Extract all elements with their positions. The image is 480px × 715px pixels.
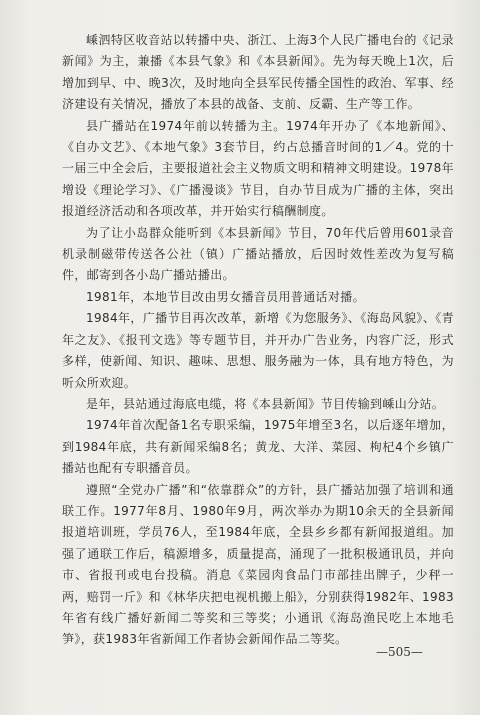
paragraph-4: 1981年，本地节目改由男女播音员用普通话对播。 (86, 289, 365, 304)
page-body (62, 30, 454, 651)
page-number: —505— (376, 645, 423, 659)
paragraph-2: 县广播站在1974年前以转播为主。1974年开办了《本地新闻》、《自办文艺》、《本地气象》3套节目，约占总播音时间的1／4。党的十一届三中全会后，主要报道社会主义物质文明和精神文明建设。1978年增设《理论学习》、《广播漫谈》节目，自办节目成为广播的主体，突出报道经济活动和各项改革，并开始实行稿酬制度。 (62, 118, 454, 219)
paragraph-1: 嵊泗特区收音站以转播中央、浙江、上海3个人民广播电台的《记录新闻》为主，兼播《本县气象》和《本县新闻》。先为每天晚上1次，后增加到早、中、晚3次，及时地向全县军民传播全国性的政治、军事、经济建设有关情况，播放了本县的战备、支前、反霸、生产等工作。 (62, 33, 454, 112)
paragraph-3: 为了让小岛群众能听到《本县新闻》节目，70年代后曾用601录音机录制磁带传送各公社（镇）广播站播放，后因时效性差改为复写稿件，邮寄到各小岛广播站播出。 (62, 225, 454, 283)
paragraph-6: 是年，县站通过海底电缆，将《本县新闻》节目传输到嵊山分站。 (86, 396, 445, 411)
paragraph-7: 1974年首次配备1名专职采编，1975年增至3名，以后逐年增加，到1984年底，共有新闻采编8名；黄龙、大洋、菜园、枸杞4个乡镇广播站也配有专职播音员。 (62, 418, 454, 476)
paragraph-8: 遵照“全党办广播”和“依靠群众”的方针，县广播站加强了培训和通联工作。1977年8月、1980年9月，两次举办为期10余天的全县新闻报道培训班，学员76人，至1984年底，全县乡乡都有新闻报道组。加强了通联工作后，稿源增多，质量提高，涌现了一批积极通讯员，并向市、省报刊或电台投稿。消息《菜园肉食品门市部挂出牌子，少秤一两，赔罚一斤》和《林华庆把电视机搬上船》，分别获得1982年、1983年省有线广播好新闻二等奖和三等奖；小通讯《海岛渔民吃上本地毛笋》，获1983年省新闻工作者协会新闻作品二等奖。 (62, 482, 454, 647)
paragraph-5: 1984年，广播节目再次改革，新增《为您服务》、《海岛风貌》、《青年之友》、《报刊文选》等专题节目，并开办广告业务，内容广泛，形式多样，使新闻、知识、趣味、思想、服务融为一体，具有地方特色，为听众所欢迎。 (62, 311, 454, 390)
